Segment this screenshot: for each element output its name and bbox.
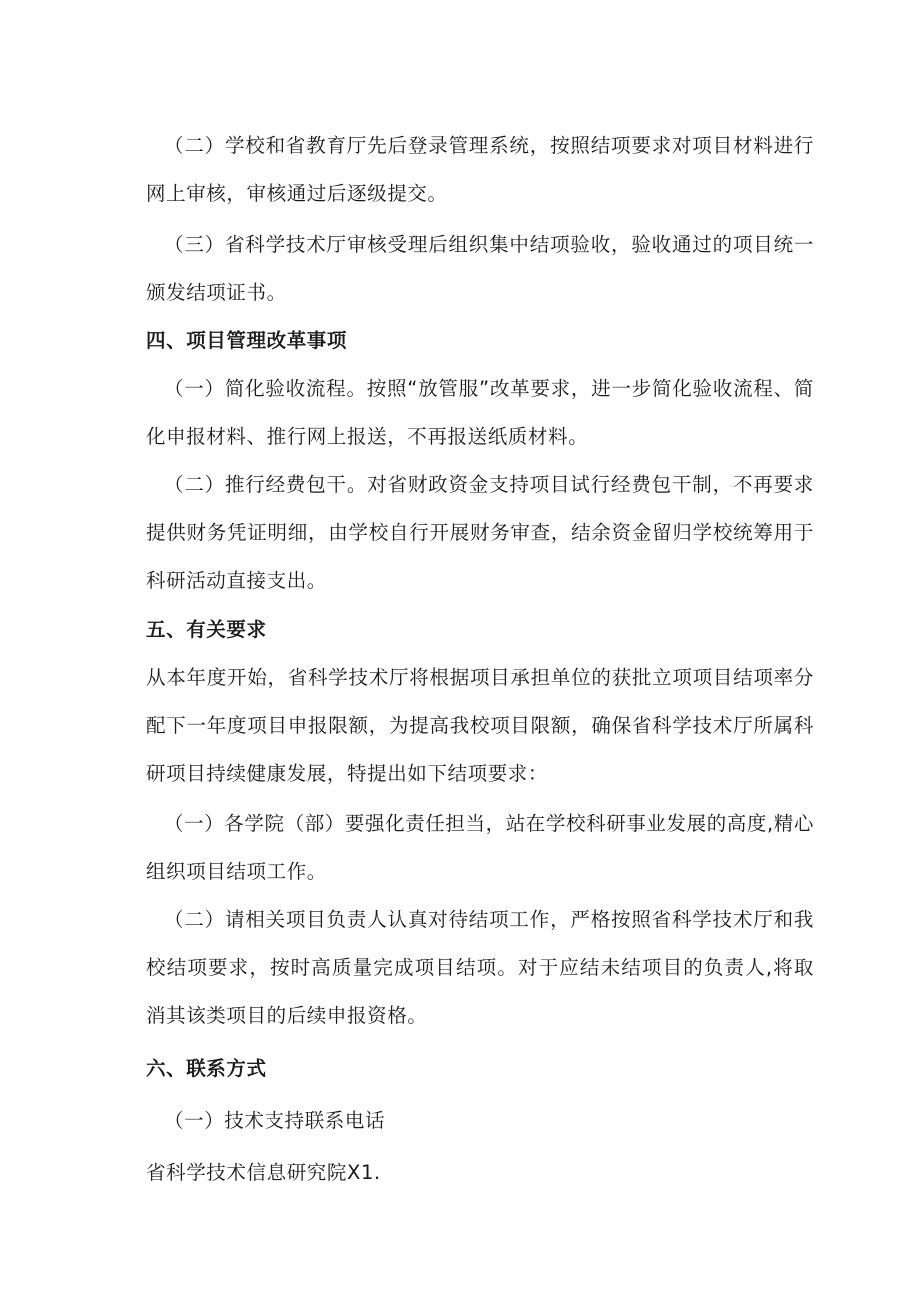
paragraph-tech-support xyxy=(146,1097,814,1145)
section-heading: 六、联系方式 xyxy=(146,1057,267,1080)
paragraph-funding-package xyxy=(146,461,814,605)
paragraph-text: （一）技术支持联系电话 xyxy=(164,1109,386,1132)
paragraph-responsibility xyxy=(146,800,814,896)
section-heading: 五、有关要求 xyxy=(146,618,267,641)
heading-requirements xyxy=(146,606,814,654)
section-heading: 四、项目管理改革事项 xyxy=(146,329,348,352)
paragraph-completion xyxy=(146,896,814,1040)
paragraph-text: （三）省科学技术厅审核受理后组织集中结项验收，验收通过的项目统一颁发结项证书。 xyxy=(146,233,814,304)
paragraph-text: （二）请相关项目负责人认真对待结项工作，严格按照省科学技术厅和我校结项要求，按时高质量完成项目结项。对于应结未结项目的负责人,将取消其该类项目的后续申报资格。 xyxy=(146,908,814,1027)
paragraph-text: （二）学校和省教育厅先后登录管理系统，按照结项要求对项目材料进行网上审核，审核通过后逐级提交。 xyxy=(146,134,814,205)
paragraph-text: （二）推行经费包干。对省财政资金支持项目试行经费包干制，不再要求提供财务凭证明细，由学校自行开展财务审查，结余资金留归学校统筹用于科研活动直接支出。 xyxy=(146,473,814,592)
heading-contact xyxy=(146,1045,814,1093)
paragraph-online-review xyxy=(146,122,814,218)
paragraph-acceptance xyxy=(146,221,814,317)
paragraph-text: （一）各学院（部）要强化责任担当，站在学校科研事业发展的高度,精心组织项目结项工作。 xyxy=(146,812,814,883)
paragraph-quota xyxy=(146,654,814,798)
paragraph-text: （一）简化验收流程。按照“放管服”改革要求，进一步简化验收流程、简化申报材料、推行网上报送，不再报送纸质材料。 xyxy=(146,377,814,448)
paragraph-institute xyxy=(146,1149,814,1197)
paragraph-text: 省科学技术信息研究院X1. xyxy=(146,1161,381,1184)
heading-reform-items xyxy=(146,317,814,365)
paragraph-text: 从本年度开始，省科学技术厅将根据项目承担单位的获批立项项目结项率分配下一年度项目申报限额，为提高我校项目限额，确保省科学技术厅所属科研项目持续健康发展，特提出如下结项要求： xyxy=(146,666,814,785)
paragraph-simplify-acceptance xyxy=(146,365,814,461)
